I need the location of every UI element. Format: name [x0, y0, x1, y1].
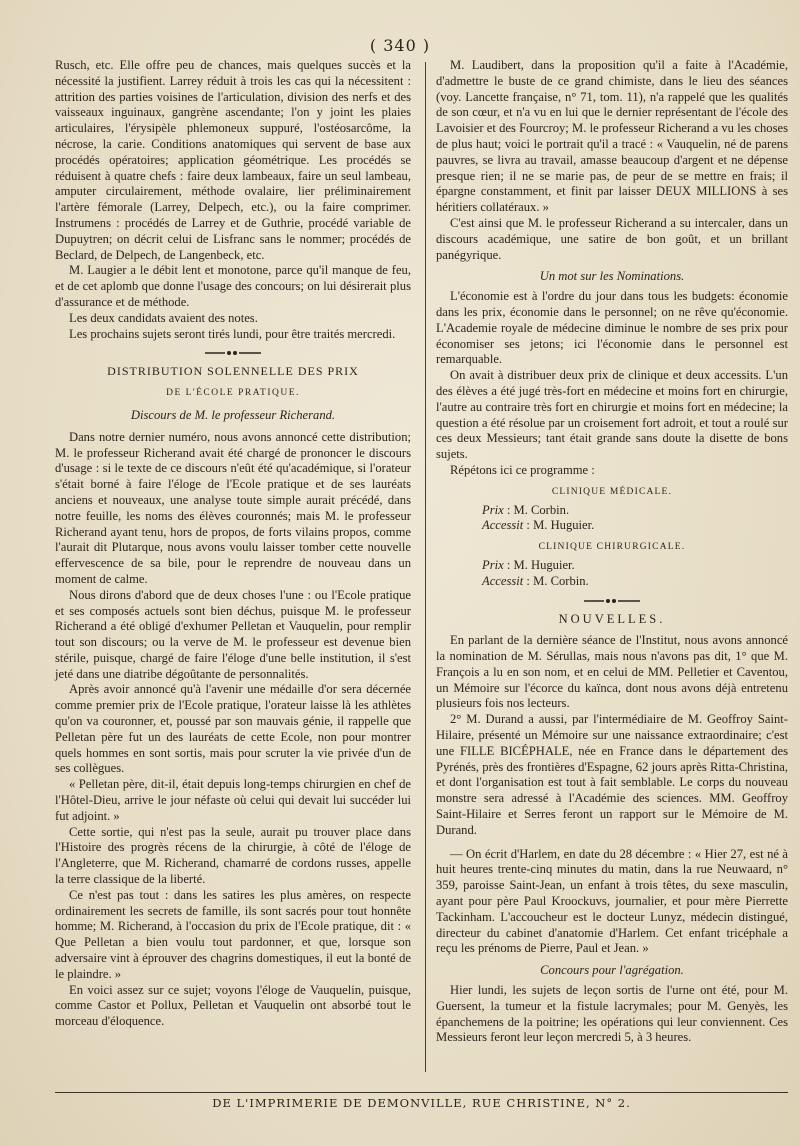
paragraph: En parlant de la dernière séance de l'Institut, nous avons annoncé la nomination de M. Sérullas, mais nous n'avons pas dit, 1° que M. François a lu en son nom, et en celui de MM. Pelletier et Caventou, un Mémoire sur l'écorce du kaïnca, dont nous avons déjà entretenu plusieurs fois nos lecteurs.	[436, 633, 788, 711]
left-column	[55, 58, 411, 1030]
program-label: Accessit	[482, 518, 524, 533]
paragraph: Dans notre dernier numéro, nous avons annoncé cette distribution; M. le professeur Richerand avait été chargé de prononcer le discours d'usage : si le texte de ce discours n'eût été qu'académique, si l'orateur s'était borné à faire l'éloge de l'Ecole pratique et de ses lauréats anciens et nouveaux, une analyse toute simple aurait précédé, dans notre feuille, les noms des élèves couronnés; mais M. le professeur Richerand ayant tenu, hors de propos, de forts vilains propos, comme l'aurait dit Plutarque, nous avons voulu laisser tomber cette nouvelle effervescence de sa bile, pour le reprendre de nouveau dans un moment de calme.	[55, 429, 411, 586]
paragraph: L'économie est à l'ordre du jour dans tous les budgets: économie dans les prix, économie dans le personnel; on ne rêve qu'économie. L'Academie royale de médecine diminue le nombre de ses prix pour économiser ses jetons; ici l'économie dans le personnel est remarquable.	[436, 289, 788, 367]
program-title-medical: CLINIQUE MÉDICALE.	[551, 486, 673, 497]
program-value: : M. Huguier.	[506, 557, 575, 572]
program-line	[436, 574, 788, 590]
paragraph: Nous dirons d'abord que de deux choses l'une : ou l'Ecole pratique et ses composés actuels sont bien déchus, puisque M. le professeur Richerand a été obligé d'exhumer Pelletan et Vauquelin, pour remplir tout son discours; ou la verve de M. le professeur est devenue bien stérile, puisque, chargé de faire l'éloge d'une belle institution, il s'est jeté dans une diatribe dégoûtante de personnalités.	[55, 587, 411, 681]
program-value: : M. Huguier.	[526, 518, 595, 533]
paragraph: Les deux candidats avaient des notes.	[69, 310, 258, 325]
program-title-surgical: CLINIQUE CHIRURGICALE.	[538, 542, 686, 553]
article-title: Discours de M. le professeur Richerand.	[130, 407, 336, 422]
page-number: ( 340 )	[369, 36, 431, 55]
right-column	[436, 58, 788, 1046]
article-title: Un mot sur les Nominations.	[539, 269, 685, 284]
paragraph: Rusch, etc. Elle offre peu de chances, mais quelques succès et la nécessité la justifient. Larrey réduit à trois les cas qui la nécessitent : attrition des parties voisines de l'articulation, division des nerfs et des vaisseaux inguinaux, gangrène ascendante; l'on y joint les plaies articulaires, l'érysipèle phlemoneux suppuré, l'ostéosarcôme, la nécrose, la carie. Conditions anatomiques qui servent de base aux procédés opératoires; application géométrique. Les procédés se réduisent à quatre chefs : faire deux lambeaux, faire un seul lambeau, amputer circulairement, méthode ovalaire, lier préliminairement l'artère fémorale (Larrey, Delpech, etc.), ou la faire comprimer. Instrumens : procédés de Larrey et de Guthrie, procédé variable de Dupuytren; on décrit celui de Lisfranc sans le nommer; procédés de Beclard, de Delpech, de Langenbeck, etc.	[55, 58, 411, 262]
program-line	[436, 558, 788, 574]
program-label: Prix	[482, 557, 504, 572]
column-divider	[425, 62, 426, 1072]
ornament-divider	[203, 350, 263, 356]
article-title: Concours pour l'agrégation.	[540, 963, 684, 978]
paragraph: Hier lundi, les sujets de leçon sortis de l'urne ont été, pour M. Guersent, la tumeur et la fistule lacrymales; pour M. Genyès, les épanchemens de la poitrine; les opérations qui leur conviennent. Ces Messieurs feront leur leçon mercredi 5, à 3 heures.	[436, 983, 788, 1045]
program-value: : M. Corbin.	[526, 573, 589, 588]
paragraph: C'est ainsi que M. le professeur Richerand a su intercaler, dans un discours académique, une satire de bon goût, et un brillant panégyrique.	[436, 215, 788, 262]
program-line	[436, 518, 788, 534]
program-label: Accessit	[482, 573, 524, 588]
paragraph: Ce n'est pas tout : dans les satires les plus amères, on respecte ordinairement les secrets de famille, ils sont sacrés pour tout honnête homme; M. Richerand, à l'occasion du prix de l'Ecole pratique, dit : « Que Pelletan a bien voulu tout pardonner, et que, lorsque son adversaire vint à éprouver des chagrins domestiques, il eut la bonté de le plaindre. »	[55, 887, 411, 981]
section-subheading: DE L'ÉCOLE PRATIQUE.	[166, 388, 300, 399]
ornament-divider	[582, 598, 642, 604]
section-heading: DISTRIBUTION SOLENNELLE DES PRIX	[107, 364, 359, 379]
quotation: « Pelletan père, dit-il, était depuis long-temps chirurgien en chef de l'Hôtel-Dieu, arrive le jour néfaste où celui qui devait lui succéder lui fut adjoint. »	[55, 777, 411, 823]
printer-imprint: DE L'IMPRIMERIE DE DEMONVILLE, RUE CHRISTINE, N° 2.	[55, 1092, 788, 1110]
paragraph: M. Laugier a le débit lent et monotone, parce qu'il manque de feu, et de cet aplomb que donne l'usage des concours; on lui désirerait plus d'assurance et de méthode.	[55, 263, 411, 309]
program-label: Prix	[482, 502, 504, 517]
paragraph: On avait à distribuer deux prix de clinique et deux accessits. L'un des élèves a été jugé très-fort en médecine et moins fort en chirurgie, l'autre au contraire très fort en chirurgie et moins fort en médecine; la question a été résolue par un croisement fort adroit, et tout a roulé sur ces deux Messieurs; tant était grande sans doute la disette de bons sujets.	[436, 368, 788, 462]
program-value: : M. Corbin.	[506, 502, 570, 517]
paragraph: 2° M. Durand a aussi, par l'intermédiaire de M. Geoffroy Saint-Hilaire, présenté un Mémoire sur une naissance extraordinaire; c'est une FILLE BICÉPHALE, née en France dans le département des Pyrénés, près des frontières d'Espagne, 62 jours après Ritta-Christina, et dont l'organisation est tout à fait semblable. Le corps du nouveau monstre sera adressé à l'Académie des sciences. MM. Geoffroy Saint-Hilaire et Serres feront un rapport sur le Mémoire de M. Durand.	[436, 712, 788, 837]
paragraph: En voici assez sur ce sujet; voyons l'éloge de Vauquelin, puisque, comme Castor et Pollux, Pelletan et Vauquelin ont absorbé tout le morceau d'éloquence.	[55, 982, 411, 1029]
paragraph: Les prochains sujets seront tirés lundi, pour être traités mercredi.	[69, 326, 396, 341]
spacer	[436, 839, 788, 847]
paragraph: Cette sortie, qui n'est pas la seule, aurait pu trouver place dans l'Histoire des progrès récens de la chirurgie, à côté de l'éloge de l'Angleterre, que M. Richerand, chamarré de cordons russes, appelle la terre classique de la liberté.	[55, 824, 411, 887]
program-line	[436, 503, 788, 519]
paragraph: M. Laudibert, dans la proposition qu'il a faite à l'Académie, d'admettre le buste de ce grand chimiste, dans le lieu des séances (voy. Lancette française, n° 71, tom. 11), n'a rappelé que les qualités de son cœur, et n'a vu en lui que le dernier représentant de l'école des Lavoisier et des Fourcroy; M. le professeur Richerand a vu les choses de plus haut; voici le portrait qu'il a tracé : « Vauquelin, né de parens pauvres, se livra au travail, amasse beaucoup d'argent et ne dépense presque rien; il ne se marie pas, de peur de se mettre en frais; il épargne constamment, et finit par laisser DEUX MILLIONS à ses héritiers collatéraux. »	[436, 58, 788, 215]
paragraph: — On écrit d'Harlem, en date du 28 décembre : « Hier 27, est né à huit heures trente-cinq minutes du matin, dans la rue Neuwaard, n° 359, paroisse Saint-Jean, un enfant à trois têtes, du sexe masculin, ayant pour père Paul Kroockuvs, journalier, et pour mère Pierrette Tackinham. L'accoucheur est le docteur Lunyz, médecin distingué, directeur du cabinet d'anatomie d'Harlem. Cet enfant tricéphale a reçu les prénoms de Pierre, Paul et Jean. »	[436, 846, 788, 956]
paragraph: Répétons ici ce programme :	[450, 462, 595, 477]
section-heading: NOUVELLES.	[558, 611, 666, 626]
paragraph: Après avoir annoncé qu'à l'avenir une médaille d'or sera décernée comme premier prix de l'Ecole pratique, l'orateur laisse là les athlètes qu'on va couronner, et, poussé par son mauvais génie, il rappelle que Pelletan père fut un des lauréats de cette Ecole, non pour montrer quels hommes en sont sortis, mais pour scruter la vie privée d'un de ses collègues.	[55, 682, 411, 776]
